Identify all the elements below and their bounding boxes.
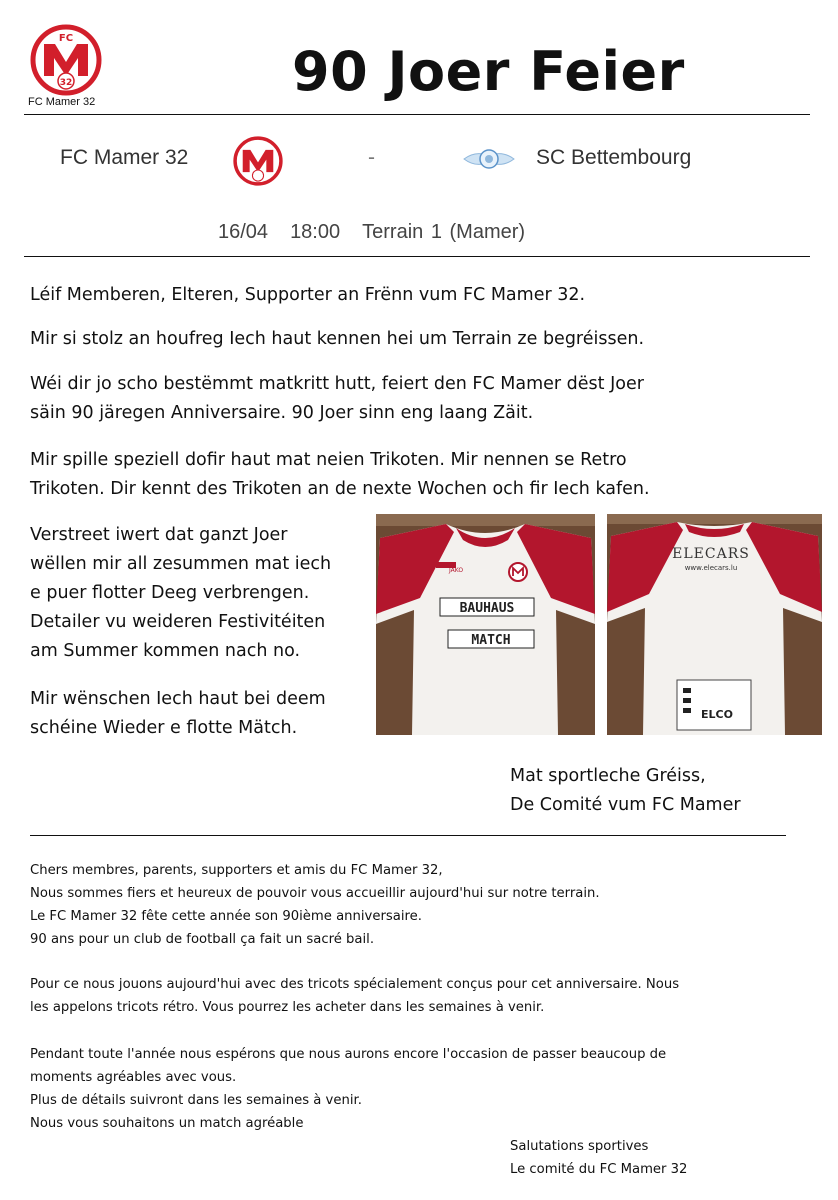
section-divider xyxy=(30,835,786,836)
text-line: Le FC Mamer 32 fête cette année son 90ième anniversaire. xyxy=(30,909,422,924)
text-line: Wéi dir jo scho bestëmmt matkritt hutt, feiert den FC Mamer dëst Joer xyxy=(30,374,644,394)
front-sponsor-2: MATCH xyxy=(471,633,511,648)
versus-separator: - xyxy=(368,146,375,169)
match-divider xyxy=(24,256,810,257)
signature-line: Le comité du FC Mamer 32 xyxy=(510,1162,688,1177)
text-line: moments agréables avec vous. xyxy=(30,1070,237,1085)
logo-text-32: 32 xyxy=(59,78,73,88)
closing-line: Mat sportleche Gréiss, xyxy=(510,766,706,786)
text-line: säin 90 järegen Anniversaire. 90 Joer sinn eng laang Zäit. xyxy=(30,403,534,423)
fr-paragraph-3 xyxy=(30,1043,810,1135)
away-team-logo xyxy=(462,142,516,176)
text-line: Plus de détails suivront dans les semaines à venir. xyxy=(30,1093,362,1108)
fr-paragraph-2 xyxy=(30,973,810,1019)
anniversary-paragraph xyxy=(30,370,800,428)
text-line: Mir wënschen Iech haut bei deem xyxy=(30,689,326,709)
home-team-name: FC Mamer 32 xyxy=(60,146,189,169)
text-line: Chers membres, parents, supporters et amis du FC Mamer 32, xyxy=(30,863,443,878)
lb-closing xyxy=(510,762,741,820)
fr-closing xyxy=(510,1135,687,1181)
text-line: Pendant toute l'année nous espérons que nous aurons encore l'occasion de passer beaucoup de xyxy=(30,1047,667,1062)
text-line: les appelons tricots rétro. Vous pourrez les acheter dans les semaines à venir. xyxy=(30,1000,545,1015)
jersey-front-photo xyxy=(376,514,595,735)
text-line: Nous vous souhaitons un match agréable xyxy=(30,1116,304,1131)
match-venue: Terrain 1 (Mamer) xyxy=(362,221,526,243)
back-sponsor-1: ELECARS xyxy=(672,546,750,562)
year-plans-paragraph xyxy=(30,521,375,666)
front-sponsor-1: BAUHAUS xyxy=(459,601,515,616)
logo-caption: FC Mamer 32 xyxy=(28,96,96,108)
text-line: Mir spille speziell dofir haut mat neien Trikoten. Mir nennen se Retro xyxy=(30,450,627,470)
text-line: Nous sommes fiers et heureux de pouvoir vous accueillir aujourd'hui sur notre terrain. xyxy=(30,886,600,901)
text-line: e puer flotter Deeg verbrengen. xyxy=(30,583,310,603)
signature-line: De Comité vum FC Mamer xyxy=(510,795,741,815)
text-line: Pour ce nous jouons aujourd'hui avec des tricots spécialement conçus pour cet anniversaire. Nous xyxy=(30,977,680,992)
text-line: Detailer vu weideren Festivitéiten xyxy=(30,612,326,632)
match-info xyxy=(218,221,525,244)
text-line: Trikoten. Dir kennt des Trikoten an de nexte Wochen och fir Iech kafen. xyxy=(30,479,650,499)
greeting-paragraph: Léif Memberen, Elteren, Supporter an Frënn vum FC Mamer 32. xyxy=(30,285,586,305)
closing-line: Salutations sportives xyxy=(510,1139,649,1154)
text-line: 90 ans pour un club de football ça fait un sacré bail. xyxy=(30,932,375,947)
welcome-paragraph: Mir si stolz an houfreg Iech haut kennen hei um Terrain ze begréissen. xyxy=(30,329,645,349)
page-title: 90 Joer Feier xyxy=(292,40,685,103)
match-time: 18:00 xyxy=(290,221,341,243)
fr-paragraph-1 xyxy=(30,859,810,951)
club-logo xyxy=(30,24,102,96)
back-sponsor-url: www.elecars.lu xyxy=(684,564,738,572)
jersey-paragraph xyxy=(30,446,800,504)
text-line: am Summer kommen nach no. xyxy=(30,641,301,661)
header-divider xyxy=(24,114,810,115)
text-line: wëllen mir all zesummen mat iech xyxy=(30,554,332,574)
back-sponsor-2: ELCO xyxy=(701,708,733,721)
text-line: schéine Wieder e flotte Mätch. xyxy=(30,718,298,738)
jersey-back-photo xyxy=(607,514,822,735)
match-date: 16/04 xyxy=(218,221,269,243)
front-brand: JAKO xyxy=(448,567,464,574)
home-team-logo xyxy=(232,136,284,186)
text-line: Verstreet iwert dat ganzt Joer xyxy=(30,525,288,545)
wishes-paragraph xyxy=(30,685,375,743)
away-team-name: SC Bettembourg xyxy=(536,146,692,169)
logo-text-fc: FC xyxy=(58,33,74,44)
